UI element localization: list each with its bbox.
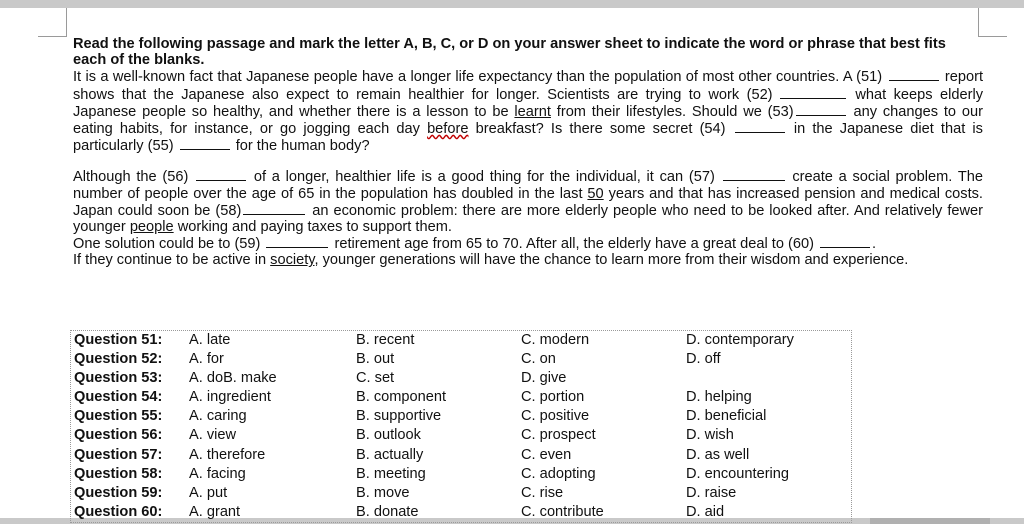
- passage-text: years and that has increased pension and medical costs. Japan could soon be (58): [73, 185, 983, 219]
- blank-59: [266, 235, 328, 248]
- passage-text: Although the (56): [73, 169, 189, 186]
- option-c: C. modern: [521, 332, 590, 348]
- blank-60: [820, 235, 870, 248]
- option-c: C. even: [521, 446, 572, 463]
- option-b: C. set: [356, 370, 395, 387]
- question-label: Question 56:: [74, 427, 163, 444]
- page-corner-marker: [38, 8, 67, 37]
- question-row-53: [71, 369, 851, 388]
- blank-58: [243, 202, 305, 215]
- passage-text: create a social problem. The number of people over the age of 65 in the population has doubled in the last: [73, 169, 983, 202]
- paragraph-2: [73, 168, 983, 268]
- option-a: A. grant: [189, 503, 241, 520]
- question-label: Question 55:: [74, 408, 163, 425]
- option-b: B. component: [356, 389, 447, 406]
- option-a: A. ingredient: [189, 389, 271, 406]
- option-c: C. contribute: [521, 503, 604, 520]
- option-a: A. caring: [189, 408, 247, 425]
- passage-text: .: [872, 236, 877, 253]
- option-a: A. therefore: [189, 446, 266, 463]
- option-b: B. supportive: [356, 408, 442, 425]
- option-a: A. for: [189, 351, 224, 368]
- option-c: C. on: [521, 351, 556, 368]
- option-d: D. contemporary: [686, 332, 794, 348]
- option-d: D. off: [686, 351, 721, 368]
- passage-text: 50: [587, 185, 604, 202]
- option-a: A. late: [189, 332, 231, 348]
- option-c: D. give: [521, 370, 567, 387]
- option-a: A. put: [189, 484, 228, 501]
- option-a: A. doB. make: [189, 370, 277, 387]
- option-d: D. helping: [686, 389, 752, 406]
- question-label: Question 59:: [74, 484, 163, 501]
- passage-text: report shows that the Japanese also expect to remain healthier for longer. Scientists are trying to work (52): [73, 69, 984, 103]
- option-c: C. rise: [521, 484, 564, 501]
- blank-54: [735, 120, 785, 133]
- paragraph-1: [73, 68, 983, 154]
- instruction-text: Read the following passage and mark the letter A, B, C, or D on your answer sheet to indicate the word or phrase that best fits each of the blanks.: [73, 36, 946, 69]
- passage-text: retirement age from 65 to 70. After all, the elderly have a great deal to (60): [334, 236, 814, 253]
- blank-51: [889, 68, 939, 81]
- question-label: Question 54:: [74, 389, 163, 406]
- passage-text: before: [427, 121, 469, 138]
- blank-55: [180, 137, 230, 150]
- passage-text: of a longer, healthier life is a good thing for the individual, it can (57): [253, 169, 715, 186]
- option-c: C. adopting: [521, 465, 596, 482]
- option-b: B. out: [356, 351, 395, 368]
- option-d: D. as well: [686, 446, 750, 463]
- question-label: Question 60:: [74, 503, 163, 520]
- passage-text: society: [270, 252, 315, 269]
- option-d: D. beneficial: [686, 408, 767, 425]
- passage-text: learnt: [514, 103, 551, 120]
- question-row-55: [71, 407, 851, 426]
- bottom-bar: [870, 518, 990, 524]
- passage-content: [73, 36, 983, 269]
- passage-text: If they continue to be active in: [73, 252, 267, 269]
- passage-text: in the Japanese diet that is particularly (55): [73, 121, 983, 155]
- passage-text: , younger generations will have the chance to learn more from their wisdom and experience.: [314, 252, 909, 269]
- question-row-51: [71, 331, 851, 350]
- option-b: B. meeting: [356, 465, 426, 482]
- option-d: D. aid: [686, 503, 725, 520]
- question-row-56: [71, 426, 851, 445]
- question-row-60: [71, 503, 851, 522]
- question-row-58: [71, 465, 851, 484]
- option-b: B. donate: [356, 503, 419, 520]
- option-b: B. outlook: [356, 427, 421, 444]
- blank-53: [796, 103, 846, 116]
- question-label: Question 58:: [74, 465, 163, 482]
- blank-57: [723, 168, 785, 181]
- passage-text: working and paying taxes to support them.: [177, 219, 452, 236]
- passage-text: any changes to our eating habits, for instance, or go jogging each day: [73, 103, 983, 138]
- passage-text: people: [129, 219, 174, 236]
- option-b: B. move: [356, 484, 410, 501]
- option-a: A. facing: [189, 465, 246, 482]
- question-label: Question 52:: [74, 351, 163, 368]
- option-c: C. prospect: [521, 427, 596, 444]
- option-b: B. recent: [356, 332, 415, 348]
- question-label: Question 51:: [74, 332, 163, 348]
- question-label: Question 53:: [74, 370, 163, 387]
- option-d: D. encountering: [686, 465, 790, 482]
- blank-52: [780, 86, 846, 99]
- option-b: B. actually: [356, 446, 424, 463]
- page-corner-marker: [978, 8, 1007, 37]
- passage-text: from their lifestyles.: [556, 103, 687, 120]
- questions-table: [70, 330, 852, 523]
- document-page: [0, 8, 1024, 518]
- passage-text: One solution could be to (59): [73, 236, 261, 253]
- option-a: A. view: [189, 427, 237, 444]
- option-d: D. wish: [686, 427, 734, 444]
- passage-text: It is a well-known fact that Japanese people have a longer life expectancy than the population of most other countries. A (51): [73, 69, 883, 86]
- option-c: C. portion: [521, 389, 585, 406]
- passage-text: breakfast? Is there some secret (54): [475, 121, 726, 138]
- passage-text: what keeps elderly Japanese people so healthy, and whether there is a lesson to be: [73, 86, 983, 120]
- question-row-59: [71, 484, 851, 503]
- passage-text: Should we (53): [691, 103, 794, 120]
- option-c: C. positive: [521, 408, 590, 425]
- passage-text: for the human body?: [235, 138, 370, 155]
- blank-56: [196, 168, 246, 181]
- question-label: Question 57:: [74, 446, 163, 463]
- passage-text: an economic problem: there are more elderly people who need to be looked after. And relatively fewer younger: [73, 202, 984, 236]
- question-row-57: [71, 446, 851, 465]
- option-d: D. raise: [686, 484, 737, 501]
- question-row-52: [71, 350, 851, 369]
- question-row-54: [71, 388, 851, 407]
